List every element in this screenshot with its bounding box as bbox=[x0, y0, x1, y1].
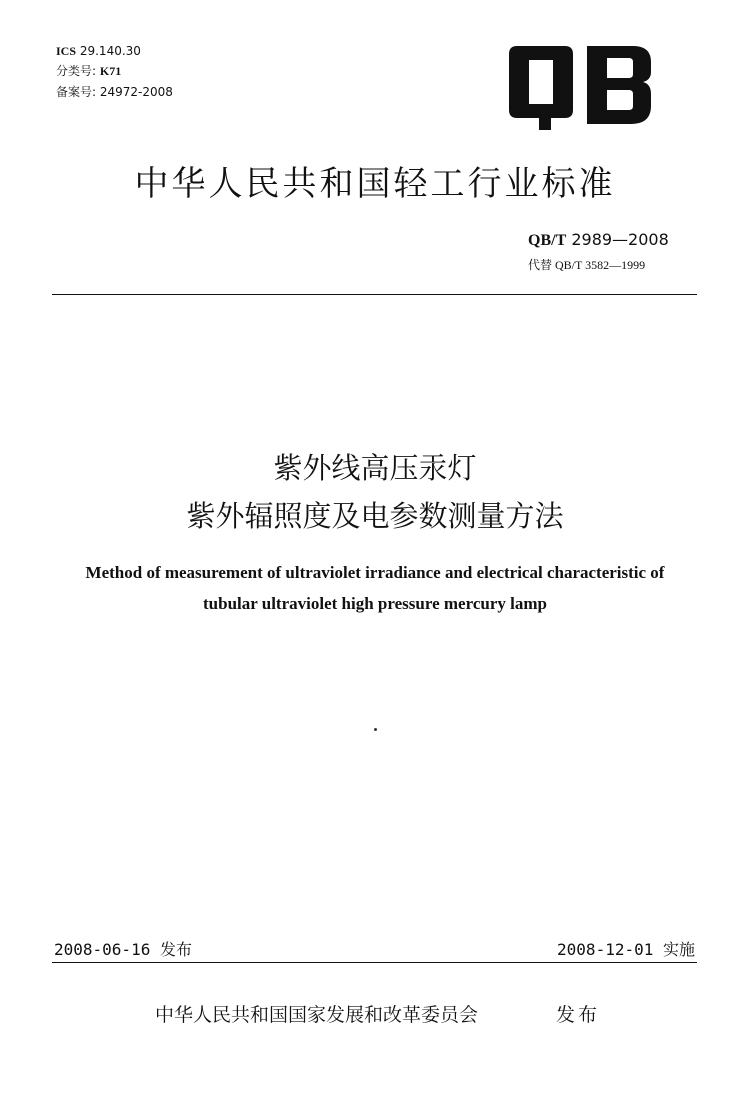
issuer-verb: 发布 bbox=[556, 1004, 601, 1026]
bottom-divider bbox=[52, 962, 697, 963]
issuer-name: 中华人民共和国国家发展和改革委员会 bbox=[155, 1004, 479, 1026]
issue-date: 2008-06-16 发布 bbox=[54, 940, 192, 959]
standard-number-value: 2989—2008 bbox=[571, 230, 669, 249]
standard-prefix: QB/T bbox=[528, 232, 567, 249]
top-divider bbox=[52, 294, 697, 295]
ics-label: ICS bbox=[56, 44, 77, 58]
center-dot bbox=[374, 728, 377, 731]
category-value: K71 bbox=[99, 64, 122, 78]
ics-code bbox=[56, 44, 141, 58]
implementation-date: 2008-12-01 实施 bbox=[557, 940, 695, 959]
document-title-en-line2: tubular ultraviolet high pressure mercury lamp bbox=[203, 594, 547, 613]
ics-value: 29.140.30 bbox=[79, 44, 141, 58]
document-title-en-line1: Method of measurement of ultraviolet irradiance and electrical characteristic of bbox=[85, 563, 665, 582]
document-title-cn-line1: 紫外线高压汞灯 bbox=[273, 451, 477, 485]
qb-logo bbox=[505, 44, 655, 134]
replaces-standard: 代替 QB/T 3582—1999 bbox=[528, 258, 646, 272]
document-title-cn-line2: 紫外辐照度及电参数测量方法 bbox=[186, 499, 564, 533]
category-label: 分类号: bbox=[56, 64, 97, 78]
record-number bbox=[56, 85, 173, 99]
record-value: 24972-2008 bbox=[99, 85, 173, 99]
category-code bbox=[56, 64, 121, 78]
standard-number bbox=[528, 230, 669, 250]
record-label: 备案号: bbox=[56, 85, 97, 99]
standard-title: 中华人民共和国轻工行业标准 bbox=[134, 164, 616, 204]
